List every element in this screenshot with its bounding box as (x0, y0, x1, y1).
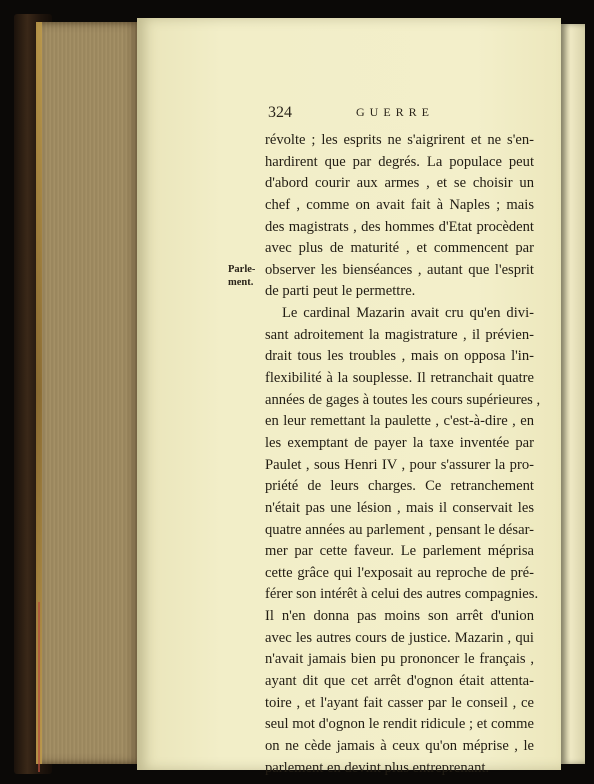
text-line: n'était pas une lésion , mais il conservait les (265, 499, 534, 516)
page-block-edge (36, 22, 140, 764)
text-line: avec plus de maturité , et commencent par (265, 240, 534, 257)
text-line: Paulet , sous Henri IV , pour s'assurer la pro- (265, 456, 534, 473)
text-line: hardirent que par degrés. La populace peut (265, 153, 534, 170)
text-line: quatre années au parlement , pensant le désar- (265, 521, 534, 538)
text-line: on ne cède jamais à ceux qu'on méprise , le (265, 737, 534, 754)
text-line: sant adroitement la magistrature , il prévien- (265, 326, 534, 343)
text-line: Il n'en donna pas moins son arrêt d'union (265, 608, 534, 625)
text-line: flexibilité à la souplesse. Il retranchait quatre (265, 370, 534, 387)
text-line: Le cardinal Mazarin avait cru qu'en divi- (282, 305, 534, 322)
text-line: les exemptant de payer la taxe inventée par (265, 434, 534, 451)
running-head: GUERRE (356, 105, 434, 119)
text-line: parlement en devint plus entreprenant. (265, 759, 490, 776)
text-line: observer les bienséances , autant que l'esprit (265, 261, 534, 278)
text-line: priété de leurs charges. Ce retranchement (265, 478, 534, 495)
facing-page-edge (561, 24, 585, 764)
text-line: chef , comme on avait fait à Naples ; mais (265, 196, 534, 213)
text-line: toire , et l'ayant fait casser par le conseil , ce (265, 694, 534, 711)
text-line: mer par cette faveur. Le parlement méprisa (265, 543, 534, 560)
page-number: 324 (268, 104, 292, 121)
margin-note-line: Parle- (228, 264, 256, 275)
text-line: drait tous les troubles , mais on opposa l'in- (265, 348, 534, 365)
text-line: férer son intérêt à celui des autres compagnies. (265, 586, 539, 603)
margin-note-line: ment. (228, 277, 254, 288)
text-line: révolte ; les esprits ne s'aigrirent et ne s'en- (265, 132, 534, 148)
margin-note (228, 263, 262, 289)
text-line: cette grâce qui l'exposait au reproche de pré- (265, 564, 534, 581)
text-line: ayant dit que cet arrêt d'ognon était attenta- (265, 673, 534, 690)
text-line: années de gages à toutes les cours supérieures , (265, 391, 541, 408)
text-line: avec les autres cours de justice. Mazarin , qui (265, 629, 534, 646)
text-line: en leur remettant la paulette , c'est-à-dire , en (265, 413, 534, 430)
text-line: seul mot d'ognon le rendit ridicule ; et comme (265, 716, 534, 733)
text-line: n'avait jamais bien pu prononcer le français , (265, 651, 534, 668)
text-line: de parti peut le permettre. (265, 283, 416, 300)
body-text (265, 130, 541, 779)
text-line: d'abord courir aux armes , et se choisir un (265, 175, 534, 192)
page-header (268, 104, 528, 124)
text-line: des magistrats , des hommes d'Etat procèdent (265, 218, 534, 235)
